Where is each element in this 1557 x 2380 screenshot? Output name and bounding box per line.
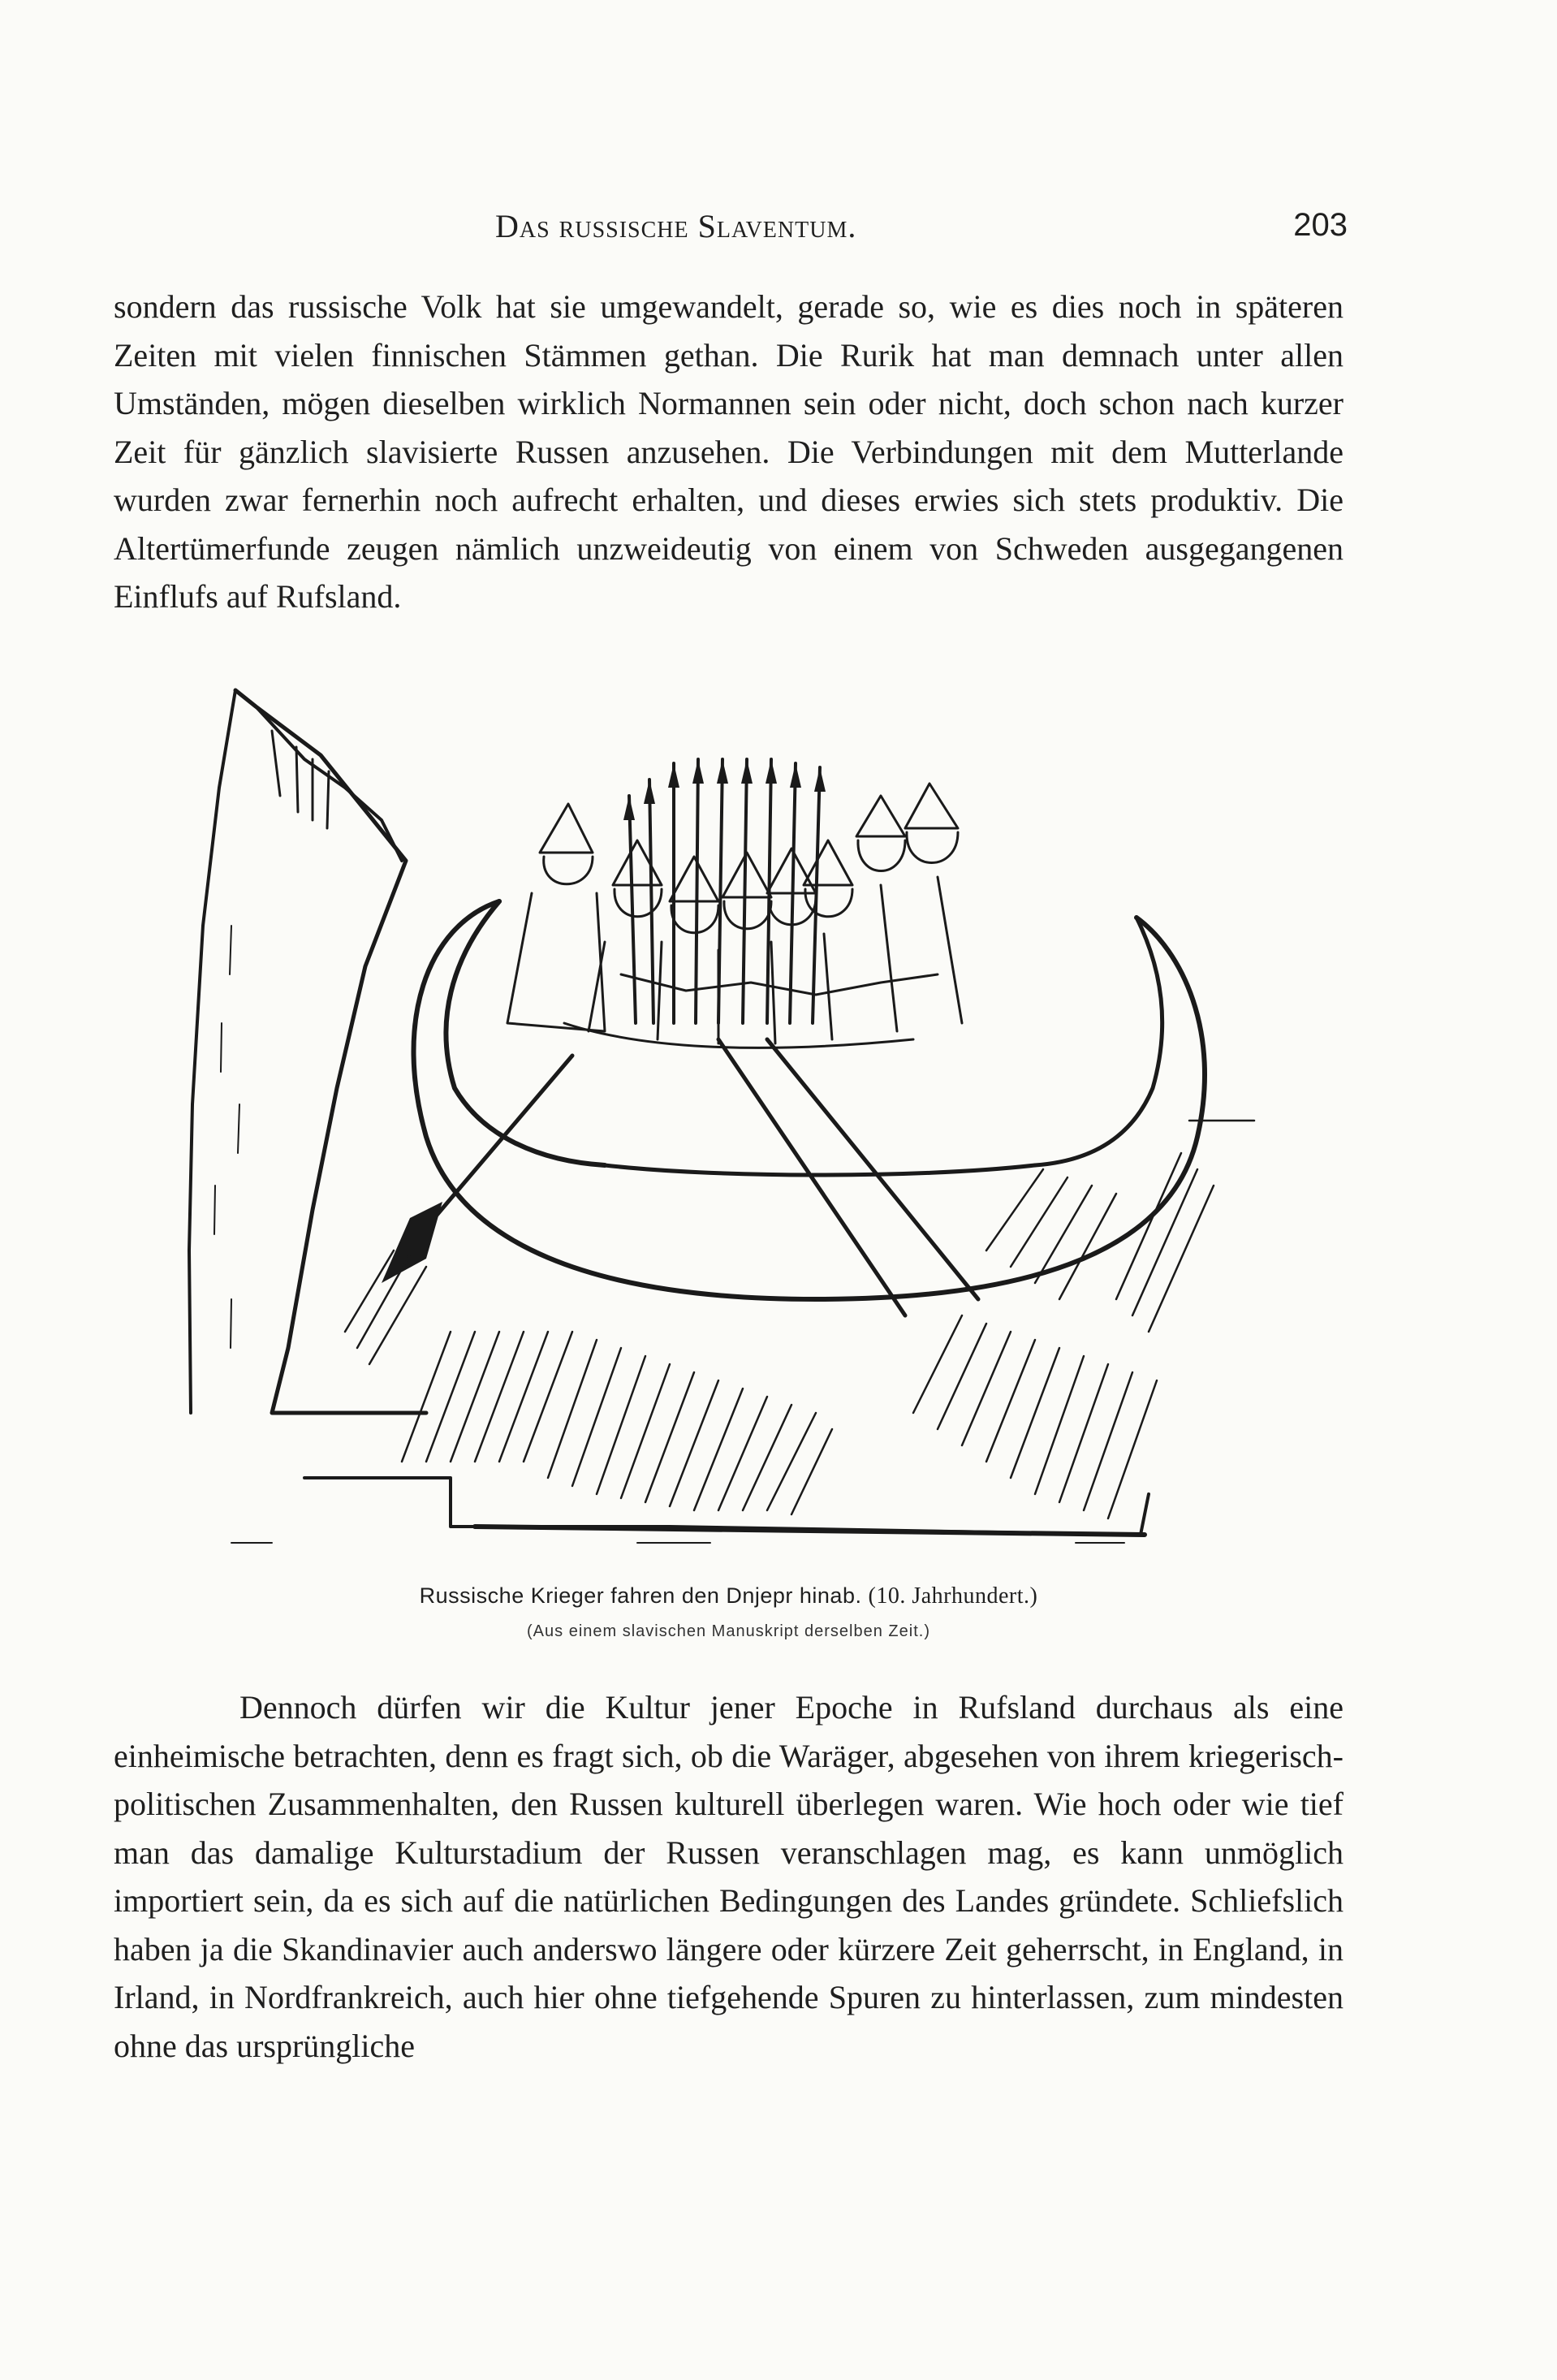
caption-date: (10. Jahrhundert.) [868, 1583, 1038, 1609]
water-waves [345, 1121, 1254, 1518]
paragraph-1: sondern das russische Volk hat sie umgewandelt, gerade so, wie es dies noch in späteren Zeiten mit vielen finnischen Stämmen gethan. Die Rurik hat man demnach unter allen Umständen, mögen dieselben wirklich Normannen sein oder nicht, doch schon nach kurzer Zeit für gänzlich slavisierte Russen anzusehen. Die Verbindungen mit dem Mutterlande wurden zwar fernerhin noch aufrecht erhalten, und dieses erwies sich stets produktiv. Die Altertümerfunde zeugen nämlich unzweideutig von einem von Schweden ausgegangenen Einflufs auf Rufsland. [114, 288, 1344, 615]
warriors [507, 784, 962, 1047]
rock-cliff [235, 690, 426, 1413]
paragraph-2: Dennoch dürfen wir die Kultur jener Epoche in Rufsland durchaus als eine einheimische betrachten, denn es fragt sich, ob die Waräger, abgesehen von ihrem kriegerisch-politischen Zusammenhalten, den Russen kulturell überlegen waren. Wie hoch oder wie tief man das damalige Kulturstadium der Russen veranschlagen mag, es kann unmöglich importiert sein, da es sich auf die natürlichen Bedingungen des Landes gründete. Schliefslich haben ja die Skandinavier auch anderswo längere oder kürzere Zeit geherrscht, in England, in Irland, in Nordfrankreich, auch hier ohne tiefgehende Spuren zu hinterlassen, zum mindesten ohne das ursprüngliche [114, 1689, 1344, 2064]
boat-illustration [183, 682, 1279, 1567]
figure-source: (Aus einem slavischen Manuskript derselben Zeit.) [527, 1622, 930, 1640]
rock-cliff-inner [189, 690, 235, 1413]
river-bank [304, 1478, 1149, 1535]
page-header [114, 207, 1348, 256]
oars [434, 1039, 978, 1315]
caption-text: Russische Krieger fahren den Dnjepr hinab. [419, 1583, 862, 1608]
running-title: Das russische Slaventum. [495, 208, 857, 244]
figure-caption [114, 1583, 1344, 1609]
boat-gunwale [605, 1165, 1035, 1175]
page-number: 203 [1293, 207, 1348, 243]
